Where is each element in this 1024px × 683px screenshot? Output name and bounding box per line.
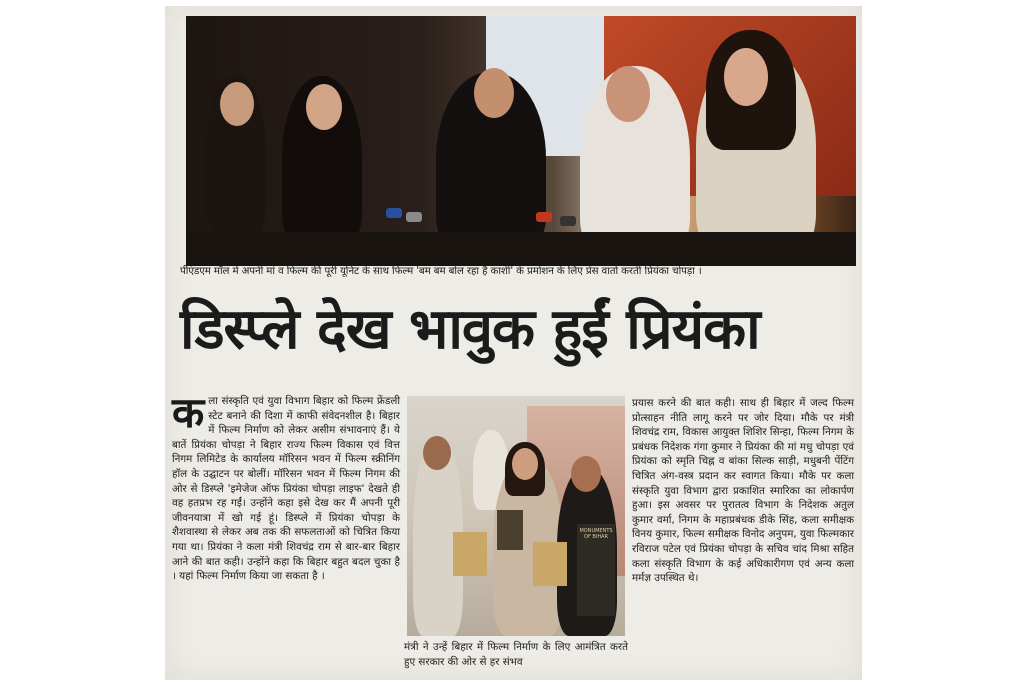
- article-column-left: [172, 388, 400, 584]
- person-2-face: [306, 84, 342, 130]
- person-3-face: [474, 68, 514, 118]
- microphone-icon: [560, 216, 576, 226]
- person-5-face: [724, 48, 768, 106]
- article-column-middle: मंत्री ने उन्हें बिहार में फिल्म निर्माण के लिए आमंत्रित करते हुए सरकार की ओर से हर संभव: [404, 641, 628, 668]
- event-photo: [407, 396, 625, 636]
- microphone-icon: [536, 212, 552, 222]
- gift-bag: [453, 532, 487, 576]
- press-table: [186, 232, 856, 266]
- person-left-face: [423, 436, 451, 470]
- headline: डिस्प्ले देख भावुक हुईं प्रियंका: [180, 297, 760, 362]
- article-column-right: प्रयास करने की बात कही। साथ ही बिहार में जल्द फिल्म प्रोत्साहन नीति लागू करने पर जोर दिया। मौके पर मंत्री शिवचंद्र राम, विकास आयुक्त शिशिर सिन्हा, फिल्म निगम के प्रबंधक निदेशक गंगा कुमार ने प्रियंका की मां मधु चोपड़ा एवं प्रियंका को स्मृति चिह्न व बांका सिल्क साड़ी, मधुबनी पेंटिंग चित्रित अंग-वस्त्र प्रदान कर स्वागत किया। मौके पर कला संस्कृति युवा विभाग द्वारा प्रकाशित स्मारिका का लोकार्पण हुआ। इस अवसर पर पुरातत्व विभाग के निदेशक अतुल कुमार वर्मा, निगम के महाप्रबंधक डीके सिंह, कला समीक्षक विनय कुमार, फिल्म समीक्षक विनोद अनुपम, युवा फिल्मकार रविराज पटेल एवं प्रियंका चोपड़ा के सचिव चांद मिश्रा सहित कला संस्कृति विभाग के कई अधिकारीगण एवं अन्य कला मर्मज्ञ उपस्थित थे।: [632, 397, 854, 585]
- person-right-face: [571, 456, 601, 492]
- microphone-icon: [406, 212, 422, 222]
- gift-bag: [533, 542, 567, 586]
- person-4-face: [606, 66, 650, 122]
- photo-caption: पीएंडएम मॉल में अपनी मां व फिल्म की पूरी यूनिट के साथ फिल्म 'बम बम बोल रहा है काशी' के प्रमोशन के लिए प्रेस वार्ता करतीं प्रियंका चोपड़ा ।: [180, 266, 702, 277]
- microphone-icon: [386, 208, 402, 218]
- press-conference-photo: [186, 16, 856, 266]
- column-left-text: ला संस्कृति एवं युवा विभाग बिहार को फिल्म फ्रेंडली स्टेट बनाने की दिशा में काफी संवेदनशील है। बिहार में फिल्म निर्माण को लेकर असीम संभावनाएं हैं। ये बातें प्रियंका चोपड़ा ने बिहार राज्य फिल्म विकास एवं वित्त निगम लिमिटेड के कार्यालय मॉरिसन भवन में फिल्म स्क्रीनिंग हॉल के उद्घाटन पर बोलीं। मॉरिसन भवन में फिल्म निगम की ओर से डिस्प्ले 'इमेजेज ऑफ प्रियंका चोपड़ा लाइफ' देखते ही वह हतप्रभ रह गईं। उन्होंने कहा इसे देख कर मैं अपनी पूरी जीवनयात्रा में खो गई हूं। डिस्प्ले में प्रियंका चोपड़ा के शैशवास्था से लेकर अब तक की सफलताओं को चित्रित किया गया था। प्रियंका ने कला मंत्री शिवचंद्र राम से बार-बार बिहार आने की बात कही। उन्होंने कहा कि बिहार बहुत बदल चुका है । यहां फिल्म निर्माण किया जा सकता है ।: [172, 395, 400, 583]
- framed-gift: [497, 510, 523, 550]
- drop-cap: क: [172, 388, 205, 437]
- person-1-face: [220, 82, 254, 126]
- book-cover: MONUMENTS OF BIHAR: [577, 524, 615, 616]
- person-center-face: [512, 448, 538, 480]
